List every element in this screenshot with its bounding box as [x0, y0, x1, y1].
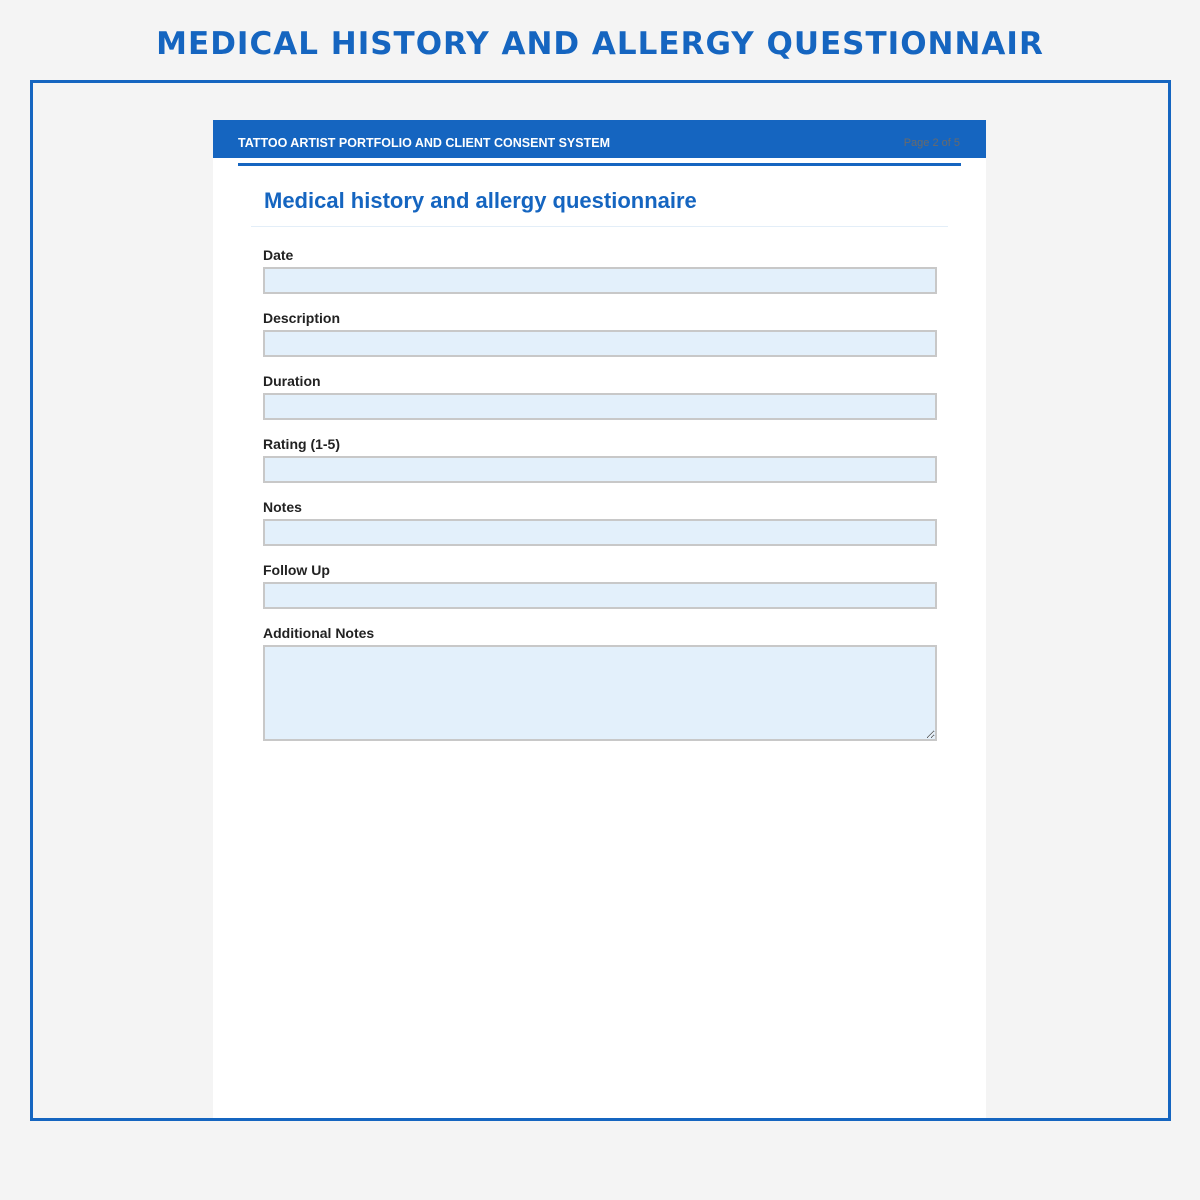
description-field-group — [263, 310, 937, 357]
document-frame — [30, 80, 1171, 1121]
date-input[interactable] — [263, 267, 937, 294]
form-heading: Medical history and allergy questionnaire — [264, 188, 697, 213]
document-page — [213, 120, 986, 1121]
notes-field-group — [263, 499, 937, 546]
additional-notes-field-group — [263, 625, 937, 741]
rating-input[interactable] — [263, 456, 937, 483]
date-label: Date — [263, 247, 294, 263]
heading-divider — [251, 226, 948, 227]
date-field-group — [263, 247, 937, 294]
follow-up-label: Follow Up — [263, 562, 330, 578]
additional-notes-textarea[interactable] — [263, 645, 937, 741]
page-title: MEDICAL HISTORY AND ALLERGY QUESTIONNAIR — [156, 26, 1044, 62]
duration-input[interactable] — [263, 393, 937, 420]
description-label: Description — [263, 310, 341, 326]
document-header-bar — [213, 120, 986, 158]
rating-field-group — [263, 436, 937, 483]
additional-notes-label: Additional Notes — [263, 625, 375, 641]
notes-label: Notes — [263, 499, 302, 515]
duration-field-group — [263, 373, 937, 420]
description-input[interactable] — [263, 330, 937, 357]
follow-up-field-group — [263, 562, 937, 609]
notes-input[interactable] — [263, 519, 937, 546]
header-divider — [238, 163, 961, 166]
follow-up-input[interactable] — [263, 582, 937, 609]
duration-label: Duration — [263, 373, 321, 389]
page-indicator: Page 2 of 5 — [903, 137, 960, 149]
rating-label: Rating (1-5) — [263, 436, 340, 452]
system-name: TATTOO ARTIST PORTFOLIO AND CLIENT CONSENT SYSTEM — [238, 136, 610, 150]
